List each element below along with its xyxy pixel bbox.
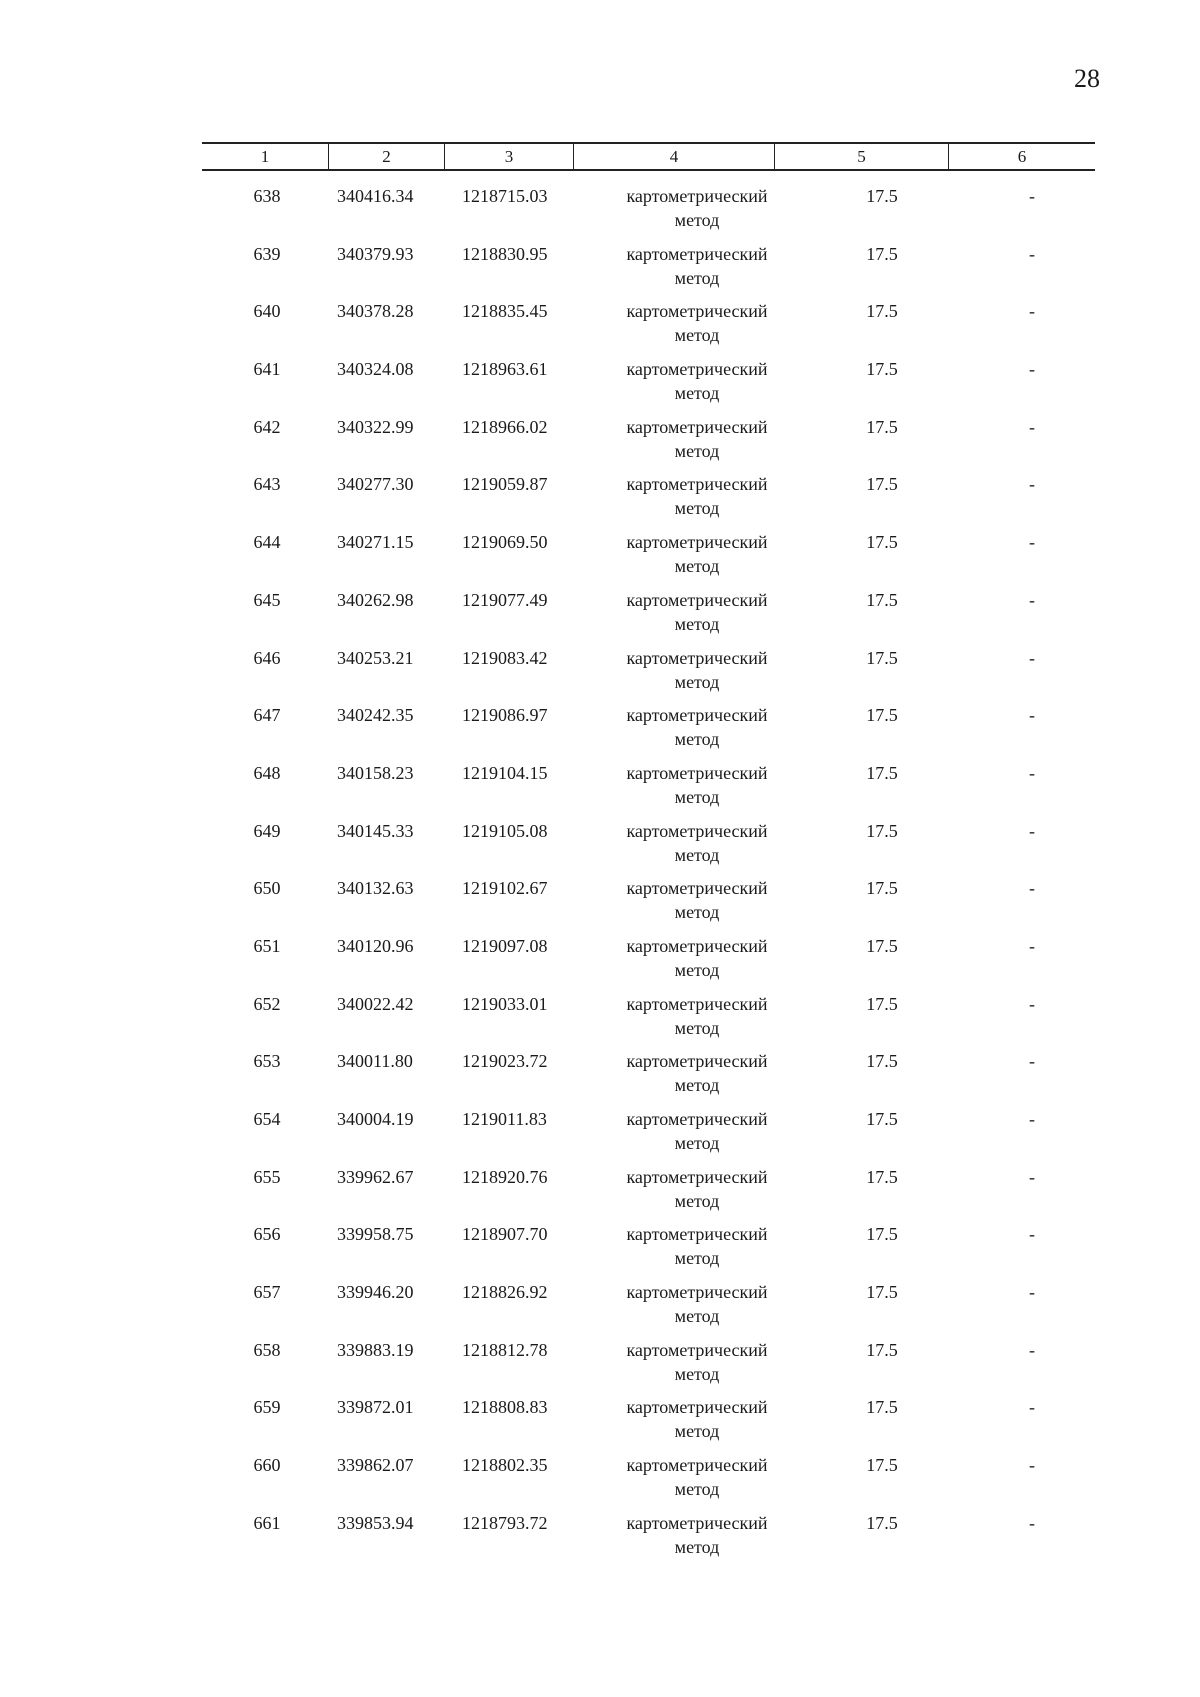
coordinate-y: 1218715.03 — [462, 186, 548, 206]
coordinate-y: 1219104.15 — [462, 762, 548, 783]
method-line-1: картометрический — [626, 1109, 768, 1129]
table-row — [202, 415, 1095, 473]
method-line-1: картометрический — [626, 1282, 768, 1303]
note-value: - — [1029, 1109, 1035, 1129]
header-col-1: 1 — [202, 144, 329, 169]
coordinate-x: 340277.30 — [337, 474, 414, 495]
table-row — [202, 876, 1095, 934]
note-value: - — [1029, 993, 1035, 1014]
note-value: - — [1029, 1282, 1035, 1303]
method-cell — [597, 357, 797, 405]
method-line-1: картометрический — [626, 762, 768, 783]
point-number: 652 — [253, 993, 281, 1014]
coordinate-x: 340242.35 — [337, 705, 414, 726]
header-col-6: 6 — [1017, 147, 1027, 166]
method-line-1: картометрический — [626, 935, 768, 956]
coordinate-y: 1218802.35 — [462, 1455, 548, 1476]
point-number: 640 — [253, 301, 281, 322]
note-value: - — [1029, 532, 1035, 553]
accuracy-value: 17.5 — [866, 1397, 898, 1418]
coordinate-y: 1219105.08 — [462, 820, 548, 841]
accuracy-value: 17.5 — [866, 474, 898, 495]
method-cell — [597, 703, 797, 751]
note-value: - — [1029, 243, 1035, 264]
note-value: - — [1029, 359, 1035, 380]
method-cell — [597, 415, 797, 463]
note-value: - — [1029, 935, 1035, 956]
method-line-1: картометрический — [626, 301, 768, 322]
note-value: - — [1029, 474, 1035, 495]
method-cell — [597, 299, 797, 347]
accuracy-value: 17.5 — [866, 1455, 898, 1476]
coordinate-x: 339872.01 — [337, 1397, 414, 1418]
accuracy-value: 17.5 — [866, 186, 898, 206]
point-number: 651 — [253, 935, 281, 956]
accuracy-value: 17.5 — [866, 1166, 898, 1187]
accuracy-value: 17.5 — [866, 1512, 898, 1533]
method-line-1: картометрический — [626, 1224, 768, 1245]
note-value: - — [1029, 647, 1035, 668]
accuracy-value: 17.5 — [866, 1224, 898, 1245]
method-cell — [597, 472, 797, 520]
note-value: - — [1029, 820, 1035, 841]
method-line-2: метод — [674, 1248, 720, 1269]
method-line-1: картометрический — [626, 705, 768, 726]
header-col-4: 4 — [574, 144, 775, 169]
note-value: - — [1029, 1397, 1035, 1418]
coordinate-y: 1219097.08 — [462, 935, 548, 956]
coordinate-x: 340145.33 — [337, 820, 414, 841]
coordinate-x: 340004.19 — [337, 1109, 414, 1129]
method-cell — [597, 588, 797, 636]
method-line-2: метод — [674, 210, 720, 230]
accuracy-value: 17.5 — [866, 1339, 898, 1360]
coordinate-x: 340416.34 — [337, 186, 414, 206]
coordinate-y: 1218830.95 — [462, 243, 548, 264]
method-cell — [597, 1280, 797, 1328]
method-line-1: картометрический — [626, 1166, 768, 1187]
table-row — [202, 299, 1095, 357]
method-line-2: метод — [674, 498, 720, 519]
table-row — [202, 761, 1095, 819]
header-col-3: 3 — [445, 144, 574, 169]
method-line-2: метод — [674, 1190, 720, 1211]
accuracy-value: 17.5 — [866, 647, 898, 668]
method-line-2: метод — [674, 1133, 720, 1153]
coordinate-y: 1218826.92 — [462, 1282, 548, 1303]
point-number: 650 — [253, 878, 281, 899]
table-row — [202, 1511, 1095, 1569]
method-line-2: метод — [674, 729, 720, 750]
method-cell — [597, 1165, 797, 1213]
method-line-2: метод — [674, 325, 720, 346]
accuracy-value: 17.5 — [866, 935, 898, 956]
method-line-1: картометрический — [626, 878, 768, 899]
table-row — [202, 530, 1095, 588]
accuracy-value: 17.5 — [866, 301, 898, 322]
method-line-1: картометрический — [626, 186, 768, 206]
coordinate-y: 1219083.42 — [462, 647, 548, 668]
method-cell — [597, 1338, 797, 1386]
method-cell — [597, 934, 797, 982]
page-number: 28 — [1074, 64, 1100, 93]
coordinate-y: 1219069.50 — [462, 532, 548, 553]
method-cell — [597, 184, 797, 232]
method-line-2: метод — [674, 902, 720, 923]
table-row — [202, 1049, 1095, 1107]
method-line-2: метод — [674, 1363, 720, 1384]
header-col-5: 5 — [775, 144, 949, 169]
method-line-1: картометрический — [626, 589, 768, 610]
method-line-1: картометрический — [626, 1397, 768, 1418]
point-number: 642 — [253, 416, 281, 437]
note-value: - — [1029, 416, 1035, 437]
coordinate-y: 1219077.49 — [462, 589, 548, 610]
table-row — [202, 992, 1095, 1050]
method-line-2: метод — [674, 1075, 720, 1096]
method-line-1: картометрический — [626, 993, 768, 1014]
accuracy-value: 17.5 — [866, 762, 898, 783]
point-number: 659 — [253, 1397, 281, 1418]
coordinate-y: 1218920.76 — [462, 1166, 548, 1187]
method-line-1: картометрический — [626, 647, 768, 668]
note-value: - — [1029, 1512, 1035, 1533]
method-line-1: картометрический — [626, 1455, 768, 1476]
method-cell — [597, 1107, 797, 1155]
accuracy-value: 17.5 — [866, 878, 898, 899]
note-value: - — [1029, 705, 1035, 726]
note-value: - — [1029, 301, 1035, 322]
method-line-1: картометрический — [626, 532, 768, 553]
coordinate-y: 1218793.72 — [462, 1512, 548, 1533]
coordinate-x: 340022.42 — [337, 993, 414, 1014]
coordinate-x: 340324.08 — [337, 359, 414, 380]
coordinate-x: 339862.07 — [337, 1455, 414, 1476]
point-number: 660 — [253, 1455, 281, 1476]
method-line-2: метод — [674, 556, 720, 577]
coordinate-x: 339946.20 — [337, 1282, 414, 1303]
table-row — [202, 184, 1095, 242]
point-number: 643 — [253, 474, 281, 495]
table-row — [202, 819, 1095, 877]
coordinate-y: 1219059.87 — [462, 474, 548, 495]
coordinate-y: 1218963.61 — [462, 359, 548, 380]
method-cell — [597, 1453, 797, 1501]
note-value: - — [1029, 1051, 1035, 1072]
coordinate-x: 340120.96 — [337, 935, 414, 956]
method-line-1: картометрический — [626, 416, 768, 437]
accuracy-value: 17.5 — [866, 243, 898, 264]
method-line-1: картометрический — [626, 359, 768, 380]
table-row — [202, 1165, 1095, 1223]
method-cell — [597, 1222, 797, 1270]
method-cell — [597, 761, 797, 809]
coordinate-x: 340378.28 — [337, 301, 414, 322]
table-row — [202, 934, 1095, 992]
method-line-2: метод — [674, 1306, 720, 1327]
method-line-1: картометрический — [626, 1051, 768, 1072]
accuracy-value: 17.5 — [866, 1051, 898, 1072]
method-cell — [597, 992, 797, 1040]
method-line-2: метод — [674, 383, 720, 404]
coordinate-x: 340132.63 — [337, 878, 414, 899]
method-line-2: метод — [674, 1421, 720, 1442]
note-value: - — [1029, 762, 1035, 783]
table-row — [202, 1107, 1095, 1165]
coordinate-y: 1218907.70 — [462, 1224, 548, 1245]
table-row — [202, 588, 1095, 646]
method-line-2: метод — [674, 671, 720, 692]
method-cell — [597, 530, 797, 578]
point-number: 647 — [253, 705, 281, 726]
coordinate-y: 1218835.45 — [462, 301, 548, 322]
point-number: 646 — [253, 647, 281, 668]
table-header — [202, 142, 1095, 171]
coordinate-x: 339962.67 — [337, 1166, 414, 1187]
accuracy-value: 17.5 — [866, 705, 898, 726]
coordinate-x: 340158.23 — [337, 762, 414, 783]
note-value: - — [1029, 1166, 1035, 1187]
point-number: 645 — [253, 589, 281, 610]
coordinate-x: 340253.21 — [337, 647, 414, 668]
table-row — [202, 1453, 1095, 1511]
table-row — [202, 242, 1095, 300]
accuracy-value: 17.5 — [866, 1282, 898, 1303]
coordinate-x: 340271.15 — [337, 532, 414, 553]
coordinate-x: 339853.94 — [337, 1512, 414, 1533]
table-row — [202, 1395, 1095, 1453]
point-number: 648 — [253, 762, 281, 783]
method-line-1: картометрический — [626, 1339, 768, 1360]
method-line-1: картометрический — [626, 474, 768, 495]
method-cell — [597, 1511, 797, 1559]
method-line-2: метод — [674, 1017, 720, 1038]
point-number: 638 — [253, 186, 281, 206]
point-number: 639 — [253, 243, 281, 264]
method-cell — [597, 646, 797, 694]
method-line-2: метод — [674, 440, 720, 461]
coordinate-y: 1218808.83 — [462, 1397, 548, 1418]
note-value: - — [1029, 1339, 1035, 1360]
method-line-2: метод — [674, 959, 720, 980]
point-number: 654 — [253, 1109, 281, 1129]
point-number: 657 — [253, 1282, 281, 1303]
coordinate-x: 340379.93 — [337, 243, 414, 264]
method-cell — [597, 1049, 797, 1097]
point-number: 649 — [253, 820, 281, 841]
coordinate-x: 340011.80 — [337, 1051, 413, 1072]
coordinate-y: 1219011.83 — [462, 1109, 547, 1129]
accuracy-value: 17.5 — [866, 589, 898, 610]
method-cell — [597, 876, 797, 924]
coordinate-x: 339883.19 — [337, 1339, 414, 1360]
method-line-2: метод — [674, 1536, 720, 1557]
coordinate-y: 1219086.97 — [462, 705, 548, 726]
accuracy-value: 17.5 — [866, 359, 898, 380]
method-line-2: метод — [674, 786, 720, 807]
table-row — [202, 703, 1095, 761]
table-row — [202, 1338, 1095, 1396]
note-value: - — [1029, 186, 1035, 206]
coordinate-x: 339958.75 — [337, 1224, 414, 1245]
coordinate-x: 340262.98 — [337, 589, 414, 610]
table-row — [202, 472, 1095, 530]
method-line-2: метод — [674, 1479, 720, 1500]
coordinate-y: 1219102.67 — [462, 878, 548, 899]
method-line-2: метод — [674, 267, 720, 288]
method-line-1: картометрический — [626, 243, 768, 264]
method-line-2: метод — [674, 844, 720, 865]
point-number: 653 — [253, 1051, 281, 1072]
header-col-2: 2 — [329, 144, 445, 169]
accuracy-value: 17.5 — [866, 993, 898, 1014]
coordinate-y: 1219023.72 — [462, 1051, 548, 1072]
point-number: 661 — [253, 1512, 281, 1533]
table-row — [202, 646, 1095, 704]
accuracy-value: 17.5 — [866, 532, 898, 553]
accuracy-value: 17.5 — [866, 820, 898, 841]
table-row — [202, 1222, 1095, 1280]
table-row — [202, 357, 1095, 415]
note-value: - — [1029, 1455, 1035, 1476]
point-number: 644 — [253, 532, 281, 553]
table-row — [202, 1280, 1095, 1338]
point-number: 656 — [253, 1224, 281, 1245]
accuracy-value: 17.5 — [866, 1109, 898, 1129]
method-line-1: картометрический — [626, 1512, 768, 1533]
coordinate-y: 1218966.02 — [462, 416, 548, 437]
coordinate-y: 1219033.01 — [462, 993, 548, 1014]
coordinate-x: 340322.99 — [337, 416, 414, 437]
note-value: - — [1029, 1224, 1035, 1245]
method-cell — [597, 1395, 797, 1443]
method-line-1: картометрический — [626, 820, 768, 841]
point-number: 641 — [253, 359, 281, 380]
method-line-2: метод — [674, 613, 720, 634]
note-value: - — [1029, 589, 1035, 610]
method-cell — [597, 819, 797, 867]
method-cell — [597, 242, 797, 290]
accuracy-value: 17.5 — [866, 416, 898, 437]
table-body — [202, 184, 1095, 1569]
point-number: 658 — [253, 1339, 281, 1360]
point-number: 655 — [253, 1166, 281, 1187]
coordinate-y: 1218812.78 — [462, 1339, 548, 1360]
note-value: - — [1029, 878, 1035, 899]
